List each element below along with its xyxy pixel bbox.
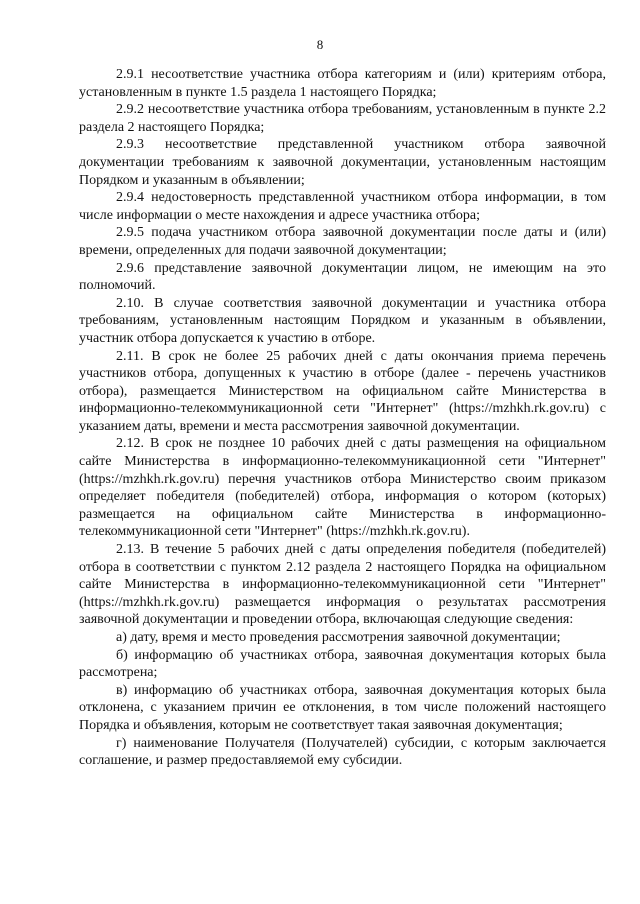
paragraph-2-13: 2.13. В течение 5 рабочих дней с даты определения победителя (победителей) отбора в соответствии с пунктом 2.12 раздела 2 настоящего Порядка на официальном сайте Министерства в информационно-телекоммуникационной сети "Интернет" (https://mzhkh.rk.gov.ru) размещается информация о результатах рассмотрения заявочной документации и проведении отбора, включающая следующие сведения:	[79, 542, 606, 628]
list-item-b: б) информацию об участниках отбора, заявочная документация которых была рассмотрена;	[79, 647, 606, 681]
paragraph-2-11: 2.11. В срок не более 25 рабочих дней с даты окончания приема перечень участников отбора, допущенных к участию в отборе (далее - перечень участников отбора), размещается Министерством на официальном сайте Министерства в информационно-телекоммуникационной сети "Интернет" (https://mzhkh.rk.gov.ru) с указанием даты, времени и места рассмотрения заявочной документации.	[79, 348, 606, 434]
paragraph-2-9-4: 2.9.4 недостоверность представленной участником отбора информации, в том числе информации о месте нахождения и адресе участника отбора;	[79, 190, 606, 223]
page-number: 8	[316, 37, 324, 52]
document-body	[79, 66, 606, 770]
paragraph-2-9-6: 2.9.6 представление заявочной документации лицом, не имеющим на это полномочий.	[79, 260, 606, 294]
list-item-v: в) информацию об участниках отбора, заявочная документация которых была отклонена, с указанием причин ее отклонения, в том числе положений настоящего Порядка и объявления, которым не соответствует такая заявочная документация;	[79, 682, 606, 733]
paragraph-2-9-5: 2.9.5 подача участником отбора заявочной документации после даты и (или) времени, определенных для подачи заявочной документации;	[79, 225, 606, 258]
list-item-a: а) дату, время и место проведения рассмотрения заявочной документации;	[116, 630, 561, 645]
list-item-g: г) наименование Получателя (Получателей) субсидии, с которым заключается соглашение, и размер предоставляемой ему субсидии.	[79, 735, 606, 769]
paragraph-2-9-1: 2.9.1 несоответствие участника отбора категориям и (или) критериям отбора, установленным в пункте 1.5 раздела 1 настоящего Порядка;	[79, 67, 606, 100]
paragraph-2-12: 2.12. В срок не позднее 10 рабочих дней с даты размещения на официальном сайте Министерства в информационно-телекоммуникационной сети "Интернет" (https://mzhkh.rk.gov.ru) перечня участников отбора Министерство своим приказом определяет победителя (победителей) отбора, информация о котором (которых) размещается на официальном сайте Министерства в информационно-телекоммуникационной сети "Интернет" (https://mzhkh.rk.gov.ru).	[79, 436, 606, 540]
paragraph-2-9-2: 2.9.2 несоответствие участника отбора требованиям, установленным в пункте 2.2 раздела 2 настоящего Порядка;	[79, 102, 606, 135]
paragraph-2-10: 2.10. В случае соответствия заявочной документации и участника отбора требованиям, установленным настоящим Порядком и указанным в объявлении, участник отбора допускается к участию в отборе.	[79, 295, 606, 346]
paragraph-2-9-3: 2.9.3 несоответствие представленной участником отбора заявочной документации требованиям к заявочной документации, установленным настоящим Порядком и указанным в объявлении;	[79, 137, 606, 188]
